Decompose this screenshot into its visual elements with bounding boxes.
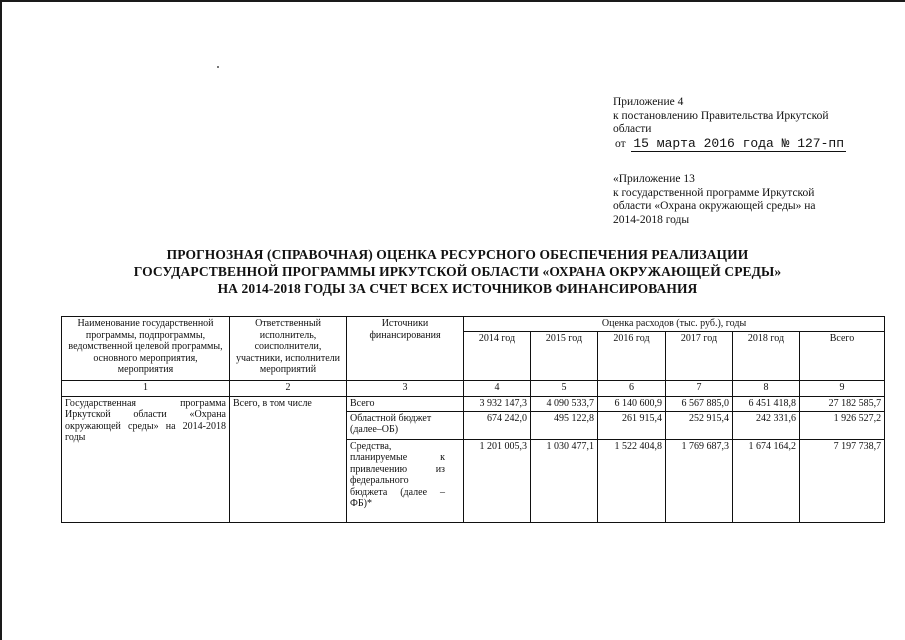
column-number: 4 [464, 380, 531, 396]
document-title [40, 246, 875, 297]
column-number-row [62, 380, 885, 396]
column-number: 1 [62, 380, 230, 396]
appendix-4-date-line [615, 137, 883, 152]
value-cell: 27 182 585,7 [800, 396, 885, 411]
scan-speck [217, 66, 219, 68]
column-number: 3 [347, 380, 464, 396]
column-number: 2 [230, 380, 347, 396]
header-source: Источники финансирования [347, 317, 464, 381]
value-cell: 495 122,8 [531, 411, 598, 439]
value-cell: 674 242,0 [464, 411, 531, 439]
date-prefix: от [615, 137, 626, 150]
value-cell: 6 451 418,8 [733, 396, 800, 411]
appendix-4-decree: к постановлению Правительства Иркутской [613, 109, 829, 122]
value-cell: 1 926 527,2 [800, 411, 885, 439]
value-cell: 6 567 885,0 [666, 396, 733, 411]
header-executor: Ответственный исполнитель, соисполнители, участники, исполнители мероприятий [230, 317, 347, 381]
header-name: Наименование государственной программы, подпрограммы, ведомственной целевой программы, основного мероприятия, мероприятия [62, 317, 230, 381]
appendix-13-header [613, 173, 883, 227]
source-cell: Областной бюджет (далее–ОБ) [347, 411, 464, 439]
decree-date: 15 марта 2016 года № 127-пп [633, 135, 845, 151]
appendix-4-region: области [613, 123, 652, 135]
program-name-cell: Государственная программа Иркутской области «Охрана окружающей среды» на 2014-2018 годы [62, 396, 230, 522]
value-cell: 4 090 533,7 [531, 396, 598, 411]
header-estimate: Оценка расходов (тыс. руб.), годы [464, 317, 885, 332]
appendix-4-header [613, 96, 883, 151]
title-line-1: ПРОГНОЗНАЯ (СПРАВОЧНАЯ) ОЦЕНКА РЕСУРСНОГО ОБЕСПЕЧЕНИЯ РЕАЛИЗАЦИИ [166, 247, 749, 262]
appendix-13-label: «Приложение 13 [613, 173, 695, 185]
header-year-2015: 2015 год [531, 331, 598, 380]
header-year-2016: 2016 год [598, 331, 666, 380]
value-cell: 3 932 147,3 [464, 396, 531, 411]
appendix-13-years: 2014-2018 годы [613, 213, 690, 226]
column-number: 5 [531, 380, 598, 396]
value-cell: 7 197 738,7 [800, 439, 885, 522]
program-executor-cell: Всего, в том числе [230, 396, 347, 522]
title-line-2: ГОСУДАРСТВЕННОЙ ПРОГРАММЫ ИРКУТСКОЙ ОБЛАСТИ «ОХРАНА ОКРУЖАЮЩЕЙ СРЕДЫ» [133, 264, 782, 279]
scan-border-left [0, 0, 2, 640]
value-cell: 1 201 005,3 [464, 439, 531, 522]
source-cell: Средства, планируемые к привлечению из федерального бюджета (далее – ФБ)* [347, 439, 464, 522]
appendix-13-program: к государственной программе Иркутской [613, 186, 815, 199]
value-cell: 1 769 687,3 [666, 439, 733, 522]
appendix-4-label: Приложение 4 [613, 96, 684, 108]
header-total: Всего [800, 331, 885, 380]
header-year-2018: 2018 год [733, 331, 800, 380]
resource-table [61, 316, 885, 523]
value-cell: 1 674 164,2 [733, 439, 800, 522]
column-number: 8 [733, 380, 800, 396]
table-row-total [62, 396, 885, 411]
header-year-2017: 2017 год [666, 331, 733, 380]
value-cell: 1 522 404,8 [598, 439, 666, 522]
value-cell: 6 140 600,9 [598, 396, 666, 411]
value-cell: 261 915,4 [598, 411, 666, 439]
scan-border-top [0, 0, 905, 2]
source-cell: Всего [347, 396, 464, 411]
column-number: 7 [666, 380, 733, 396]
value-cell: 242 331,6 [733, 411, 800, 439]
title-line-3: НА 2014-2018 ГОДЫ ЗА СЧЕТ ВСЕХ ИСТОЧНИКОВ ФИНАНСИРОВАНИЯ [217, 281, 698, 296]
value-cell: 1 030 477,1 [531, 439, 598, 522]
header-year-2014: 2014 год [464, 331, 531, 380]
column-number: 9 [800, 380, 885, 396]
column-number: 6 [598, 380, 666, 396]
header-row-1 [62, 317, 885, 332]
value-cell: 252 915,4 [666, 411, 733, 439]
appendix-13-program-name: области «Охрана окружающей среды» на [613, 200, 816, 212]
